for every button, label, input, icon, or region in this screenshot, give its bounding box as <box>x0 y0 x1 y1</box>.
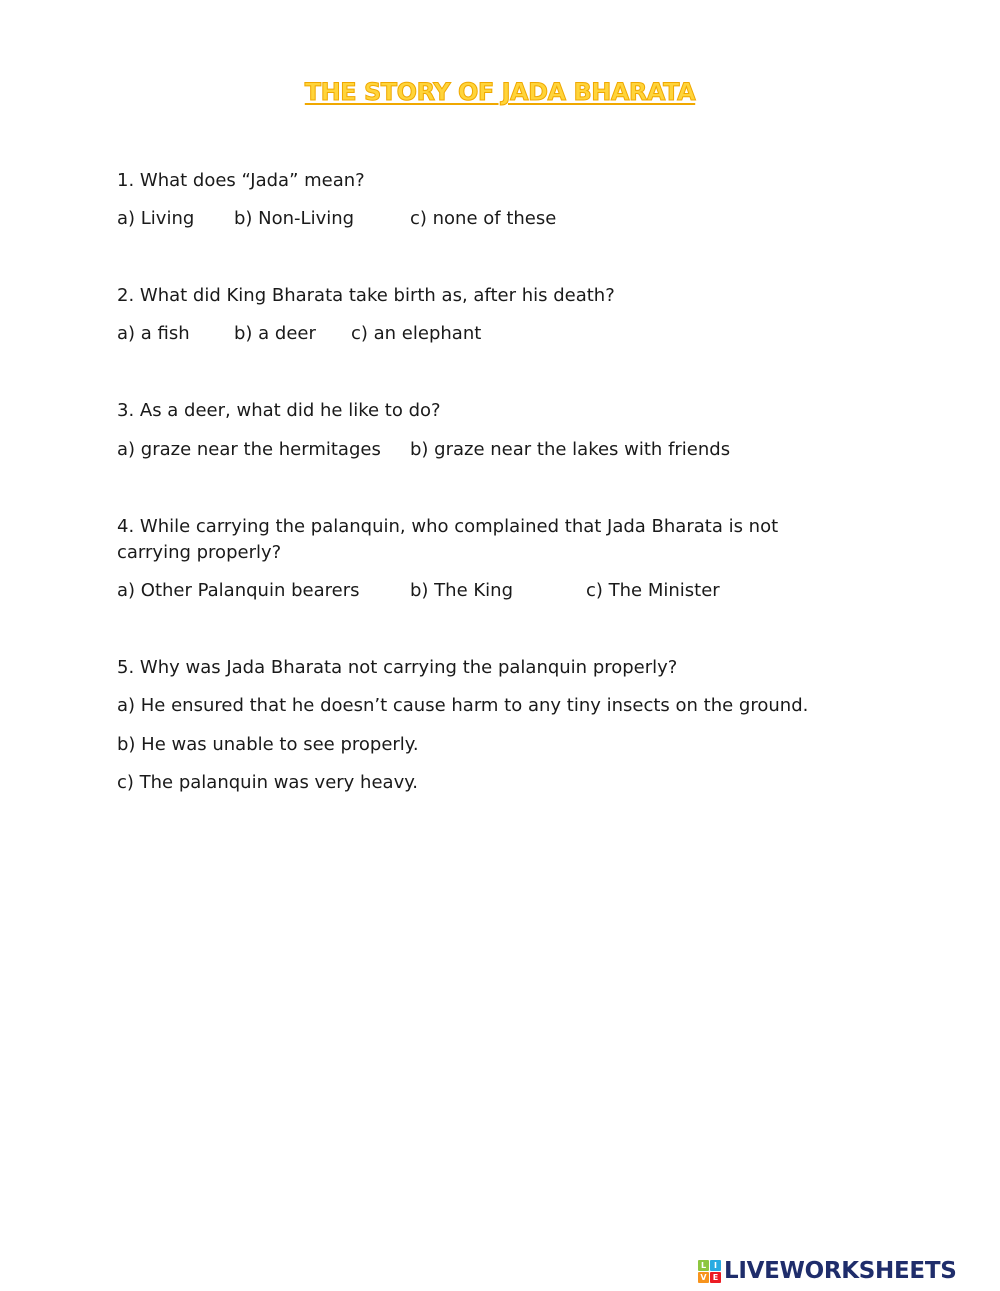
logo-letter-v: V <box>698 1272 709 1283</box>
question-5: 5. Why was Jada Bharata not carrying the palanquin properly? <box>117 657 678 678</box>
live-logo-icon <box>698 1260 721 1283</box>
question-5-option-a[interactable]: a) He ensured that he doesn’t cause harm to any tiny insects on the ground. <box>117 695 809 716</box>
question-1: 1. What does “Jada” mean? <box>117 170 365 191</box>
question-4: 4. While carrying the palanquin, who complained that Jada Bharata is not carrying properly? <box>117 516 779 563</box>
question-5-option-c[interactable]: c) The palanquin was very heavy. <box>117 772 419 793</box>
question-4-option-a[interactable]: a) Other Palanquin bearers <box>117 580 360 601</box>
question-1-option-c[interactable]: c) none of these <box>410 208 557 229</box>
worksheet-title: THE STORY OF JADA BHARATA <box>304 78 696 106</box>
question-2: 2. What did King Bharata take birth as, after his death? <box>117 285 615 306</box>
logo-text: LIVEWORKSHEETS <box>724 1258 957 1284</box>
question-5-option-b[interactable]: b) He was unable to see properly. <box>117 734 419 755</box>
logo-letter-i: I <box>710 1260 721 1271</box>
liveworksheets-logo <box>698 1256 956 1286</box>
question-1-option-b[interactable]: b) Non-Living <box>234 208 355 229</box>
logo-letter-e: E <box>710 1272 721 1283</box>
question-1-option-a[interactable]: a) Living <box>117 208 195 229</box>
question-2-option-a[interactable]: a) a fish <box>117 323 190 344</box>
question-4-option-c[interactable]: c) The Minister <box>586 580 720 601</box>
question-2-option-c[interactable]: c) an elephant <box>351 323 482 344</box>
question-3: 3. As a deer, what did he like to do? <box>117 400 441 421</box>
question-3-option-a[interactable]: a) graze near the hermitages <box>117 439 381 460</box>
question-2-option-b[interactable]: b) a deer <box>234 323 316 344</box>
question-3-option-b[interactable]: b) graze near the lakes with friends <box>410 439 731 460</box>
logo-letter-l: L <box>698 1260 709 1271</box>
question-4-option-b[interactable]: b) The King <box>410 580 514 601</box>
